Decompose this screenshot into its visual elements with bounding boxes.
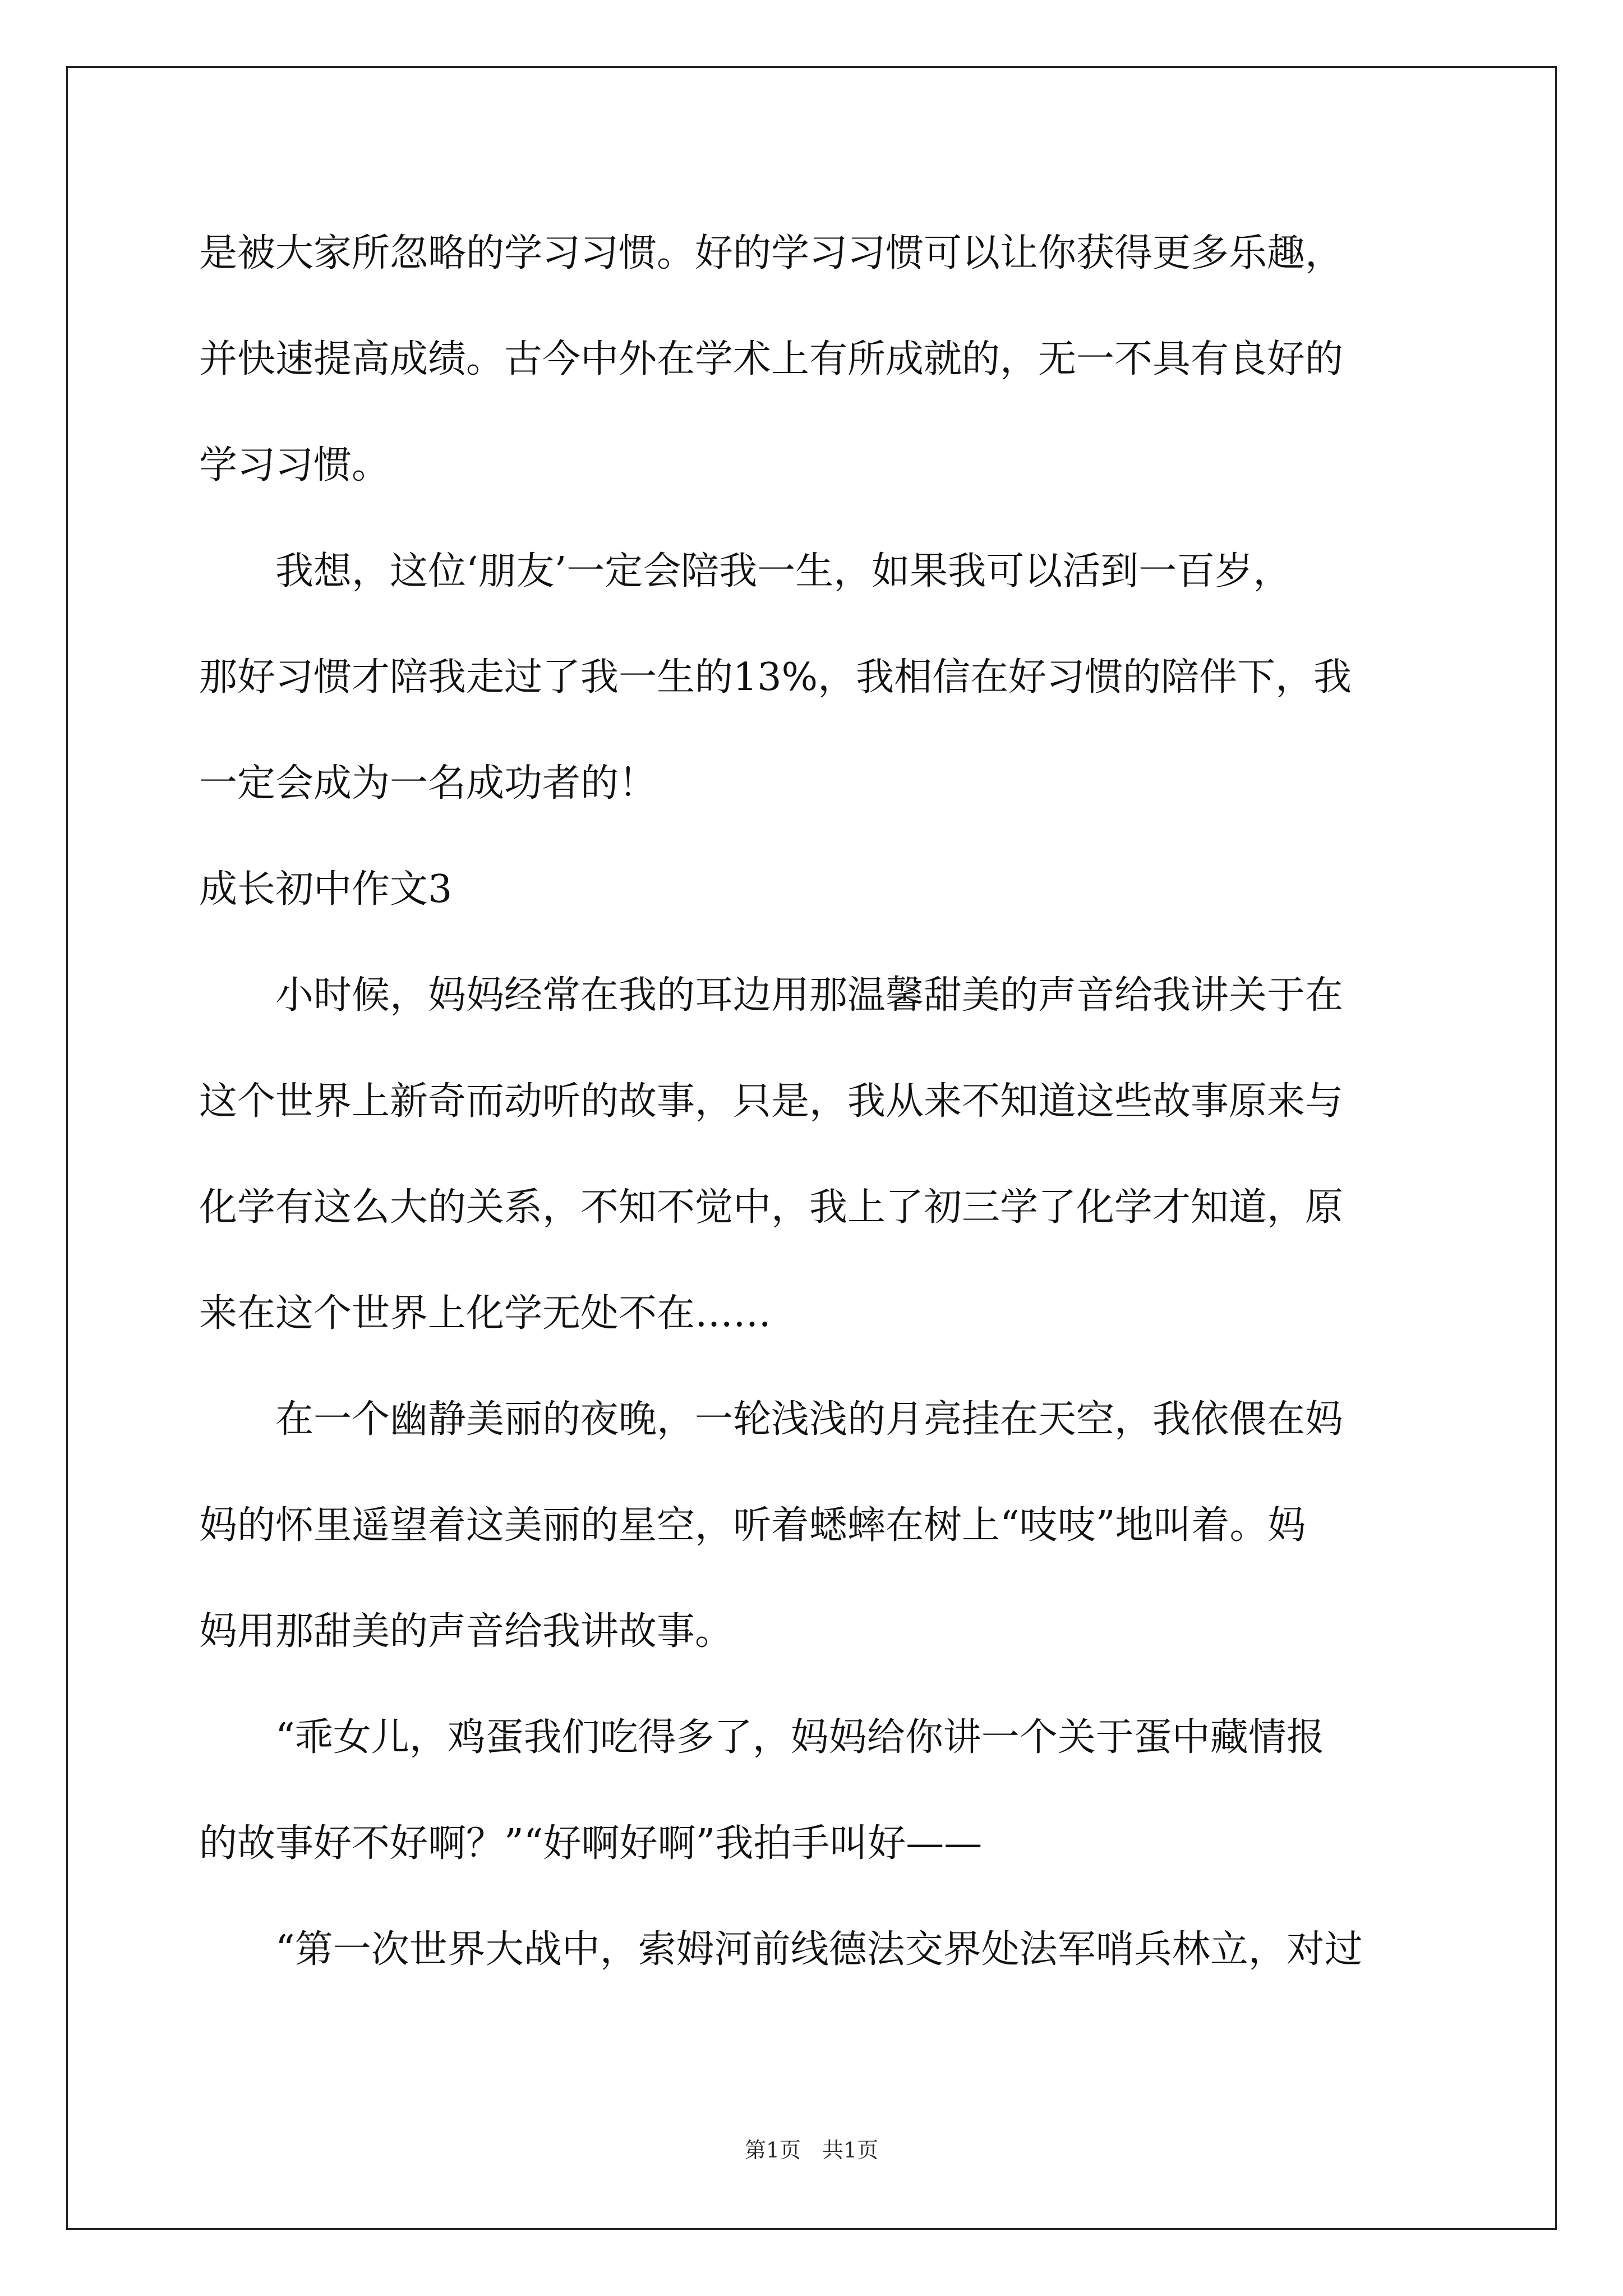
page-border — [66, 66, 1557, 2230]
text-line: 一定会成为一名成功者的！ — [199, 761, 657, 806]
page-number-footer: 第1页 共1页 — [744, 2138, 879, 2162]
text-line: 来在这个世界上化学无处不在…… — [199, 1291, 772, 1336]
text-line: 那好习惯才陪我走过了我一生的13%，我相信在好习惯的陪伴下，我 — [199, 655, 1352, 700]
text-line: 这个世界上新奇而动听的故事，只是，我从来不知道这些故事原来与 — [199, 1079, 1344, 1124]
section-heading: 成长初中作文3 — [199, 867, 453, 912]
text-line: “乖女儿，鸡蛋我们吃得多了，妈妈给你讲一个关于蛋中藏情报 — [199, 1715, 1325, 1760]
text-line: 化学有这么大的关系，不知不觉中，我上了初三学了化学才知道，原 — [199, 1185, 1344, 1230]
text-line: 并快速提高成绩。古今中外在学术上有所成就的，无一不具有良好的 — [199, 337, 1344, 381]
text-line: 妈用那甜美的声音给我讲故事。 — [199, 1609, 734, 1654]
text-line: “第一次世界大战中，索姆河前线德法交界处法军哨兵林立，对过 — [199, 1927, 1363, 1972]
text-line: 在一个幽静美丽的夜晚，一轮浅浅的月亮挂在天空，我依偎在妈 — [199, 1397, 1344, 1442]
text-line: 我想，这位‘朋友’一定会陪我一生，如果我可以活到一百岁， — [199, 549, 1292, 593]
text-line: 的故事好不好啊？”“好啊好啊”我拍手叫好—— — [199, 1821, 983, 1866]
text-line: 学习习惯。 — [199, 443, 390, 487]
text-line: 妈的怀里遥望着这美丽的星空，听着蟋蟀在树上“吱吱”地叫着。妈 — [199, 1503, 1306, 1548]
text-line: 小时候，妈妈经常在我的耳边用那温馨甜美的声音给我讲关于在 — [199, 973, 1344, 1018]
text-line: 是被大家所忽略的学习习惯。好的学习习惯可以让你获得更多乐趣， — [199, 231, 1344, 275]
